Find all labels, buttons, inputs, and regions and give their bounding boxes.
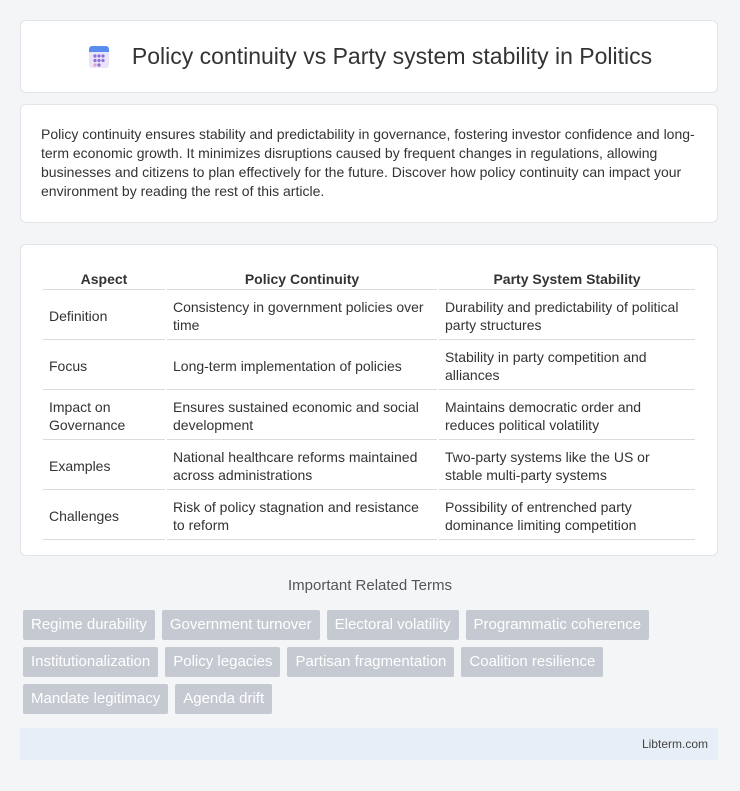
tag-government-turnover[interactable]: Government turnover [162, 610, 320, 640]
table-row [43, 442, 695, 490]
cell-party-system-stability: Possibility of entrenched party dominance limiting competition [439, 492, 695, 540]
tag-programmatic-coherence[interactable]: Programmatic coherence [466, 610, 650, 640]
cell-policy-continuity: Long-term implementation of policies [167, 342, 437, 390]
table-row [43, 492, 695, 540]
cell-party-system-stability: Durability and predictability of political party structures [439, 292, 695, 340]
tag-institutionalization[interactable]: Institutionalization [23, 647, 158, 677]
tag-agenda-drift[interactable]: Agenda drift [175, 684, 272, 714]
table-icon [86, 44, 112, 70]
cell-party-system-stability: Stability in party competition and alliances [439, 342, 695, 390]
tag-regime-durability[interactable]: Regime durability [23, 610, 155, 640]
cell-policy-continuity: National healthcare reforms maintained across administrations [167, 442, 437, 490]
cell-policy-continuity: Risk of policy stagnation and resistance to reform [167, 492, 437, 540]
page-title: Policy continuity vs Party system stability in Politics [131, 43, 653, 69]
comparison-table [41, 265, 697, 542]
table-header-row [43, 267, 695, 290]
intro-paragraph: Policy continuity ensures stability and predictability in governance, fostering investor confidence and long-term economic growth. It minimizes disruptions caused by frequent changes in regulations, allowing businesses and citizens to plan effectively for the future. Discover how policy continuity can impact your environment by reading the rest of this article. [41, 126, 695, 199]
cell-aspect: Focus [43, 342, 165, 390]
header-party-system-stability: Party System Stability [439, 267, 695, 290]
tag-electoral-volatility[interactable]: Electoral volatility [327, 610, 459, 640]
comparison-table-card [20, 244, 718, 556]
cell-aspect: Impact on Governance [43, 392, 165, 440]
intro-card [20, 104, 718, 223]
table-row [43, 392, 695, 440]
tag-coalition-resilience[interactable]: Coalition resilience [461, 647, 603, 677]
header-policy-continuity: Policy Continuity [167, 267, 437, 290]
cell-policy-continuity: Ensures sustained economic and social development [167, 392, 437, 440]
tag-policy-legacies[interactable]: Policy legacies [165, 647, 280, 677]
cell-policy-continuity: Consistency in government policies over time [167, 292, 437, 340]
header-card [20, 20, 718, 93]
related-terms-tags [23, 610, 723, 714]
table-row [43, 292, 695, 340]
table-row [43, 342, 695, 390]
tag-mandate-legitimacy[interactable]: Mandate legitimacy [23, 684, 168, 714]
footer-site-link[interactable]: Libterm.com [641, 737, 708, 751]
cell-party-system-stability: Two-party systems like the US or stable multi-party systems [439, 442, 695, 490]
tag-partisan-fragmentation[interactable]: Partisan fragmentation [287, 647, 454, 677]
header-inner [86, 43, 652, 70]
cell-aspect: Challenges [43, 492, 165, 540]
cell-aspect: Examples [43, 442, 165, 490]
cell-aspect: Definition [43, 292, 165, 340]
footer [20, 728, 718, 760]
cell-party-system-stability: Maintains democratic order and reduces political volatility [439, 392, 695, 440]
header-aspect: Aspect [43, 267, 165, 290]
related-terms-title: Important Related Terms [288, 577, 452, 594]
